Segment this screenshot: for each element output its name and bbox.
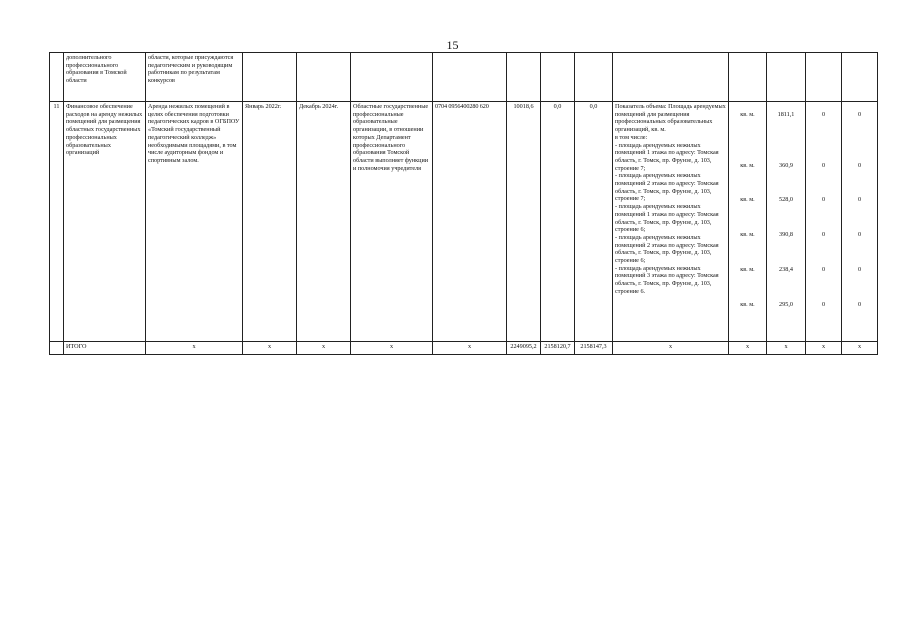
unit: кв. м. [740, 300, 755, 308]
value: 0 [821, 161, 826, 169]
row-start-date: Январь 2022г. [243, 102, 297, 342]
value: 0 [821, 196, 826, 204]
x-mark: х [767, 342, 806, 355]
indicator-text: - площадь арендуемых нежилых помещений 1 этажа по адресу: Томская область, г. Томск, пр. Фрунзе, д. 103, строение 6; [615, 203, 719, 234]
table-row-11 [50, 102, 878, 342]
row-budget-code: 0704 0956400280 620 [433, 102, 507, 342]
value: 0 [857, 231, 862, 239]
cell-empty [50, 53, 64, 102]
indicator-text: в том числе: [615, 133, 648, 141]
unit: кв. м. [740, 231, 755, 239]
row-y2023: 0,0 [541, 102, 575, 342]
unit: кв. м. [740, 111, 755, 118]
row-total: 10018,6 [507, 102, 541, 342]
indicator-text: - площадь арендуемых нежилых помещений 2 этажа по адресу: Томская область, г. Томск, пр. Фрунзе, д. 103, строение 6; [615, 233, 719, 265]
indicator-units [729, 102, 767, 342]
value: 390,8 [779, 231, 793, 239]
indicator-values [767, 102, 806, 342]
value: 0 [821, 231, 826, 239]
continued-row [50, 53, 878, 102]
x-mark: х [351, 342, 433, 355]
value: 360,9 [779, 161, 793, 169]
program-table [49, 52, 878, 355]
x-mark: х [433, 342, 507, 355]
x-mark: х [729, 342, 767, 355]
indicator-text: - площадь арендуемых нежилых помещений 2 этажа по адресу: Томская область, г. Томск, пр. Фрунзе, д. 103, строение 7; [615, 172, 719, 203]
unit: кв. м. [740, 161, 755, 169]
row-y2024: 0,0 [575, 102, 613, 342]
x-mark: х [243, 342, 297, 355]
indicator-text: - площадь арендуемых нежилых помещений 1 этажа по адресу: Томская область, г. Томск, пр. Фрунзе, д. 103, строение 7; [615, 141, 719, 172]
x-mark: х [146, 342, 243, 355]
unit: кв. м. [740, 265, 755, 273]
row-end-date: Декабрь 2024г. [297, 102, 351, 342]
row-number: 11 [50, 102, 64, 342]
x-mark: х [297, 342, 351, 355]
total-2023: 2158120,7 [541, 342, 575, 355]
x-mark: х [842, 342, 878, 355]
row-name: Финансовое обеспечение расходов на аренду нежилых помещений для размещения областных государственных профессиональных образовательных организаций [64, 102, 146, 342]
unit: кв. м. [740, 196, 755, 204]
x-mark: х [613, 342, 729, 355]
total-sum: 2249095,2 [507, 342, 541, 355]
row-executor: Областные государственные профессиональные образовательные организации, в отношении которых Департамент профессионального образования Томской области выполняет функции и полномочия учредителя [351, 102, 433, 342]
indicator-values-2023 [806, 102, 842, 342]
value: 238,4 [779, 265, 793, 273]
cont-row-col2: дополнительного профессионального образования в Томской области [64, 53, 146, 102]
value: 1811,1 [777, 111, 795, 118]
value: 0 [857, 111, 862, 118]
indicator-text: - площадь арендуемых нежилых помещений 3 этажа по адресу: Томская область, г. Томск, пр. Фрунзе, д. 103, строение 6. [615, 264, 719, 295]
value: 0 [857, 161, 862, 169]
value: 528,0 [779, 196, 793, 204]
value: 295,0 [779, 300, 793, 308]
total-row [50, 342, 878, 355]
total-label: ИТОГО [64, 342, 146, 355]
indicator-text: Показатель объема: Площадь арендуемых помещений для размещения профессиональных образовательных организаций, кв. м. [615, 103, 726, 134]
value: 0 [821, 300, 826, 308]
value: 0 [821, 265, 826, 273]
cont-row-col3: области, которые присуждаются педагогическим и руководящим работникам по результатам конкурсов [146, 53, 243, 102]
row-indicators [613, 102, 729, 342]
row-measure: Аренда нежилых помещений в целях обеспечения подготовки педагогических кадров в ОГБПОУ «Томский государственный педагогический колледж» необходимыми площадями, в том числе аудиторным фондом и спортивным залом. [146, 102, 243, 342]
indicator-values-2024 [842, 102, 878, 342]
total-2024: 2158147,3 [575, 342, 613, 355]
value: 0 [857, 265, 862, 273]
value: 0 [857, 196, 862, 204]
x-mark: х [806, 342, 842, 355]
value: 0 [821, 111, 826, 118]
page-number: 15 [446, 38, 459, 52]
value: 0 [857, 300, 862, 308]
